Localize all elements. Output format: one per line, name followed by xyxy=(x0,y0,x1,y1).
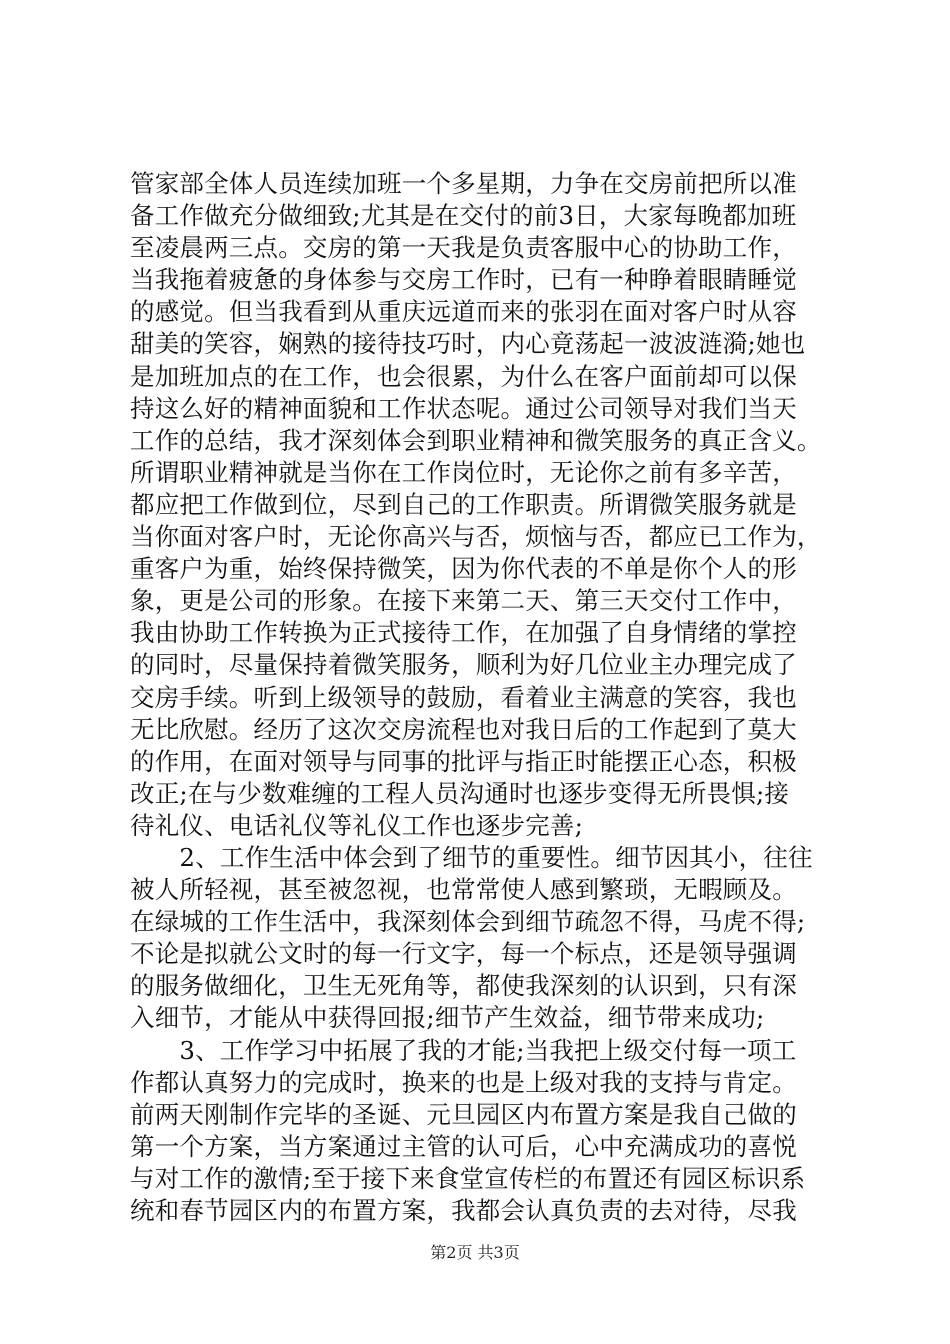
text-line: 的感觉。但当我看到从重庆远道而来的张羽在面对客户时从容 xyxy=(130,297,797,327)
text-line: 作都认真努力的完成时，换来的也是上级对我的支持与肯定。 xyxy=(130,1067,797,1097)
body-text xyxy=(130,168,830,1227)
text-line: 备工作做充分做细致;尤其是在交付的前3日，大家每晚都加班 xyxy=(130,201,797,231)
text-line: 不论是拟就公文时的每一行文字，每一个标点，还是领导强调 xyxy=(130,939,797,969)
text-line: 改正;在与少数难缠的工程人员沟通时也逐步变得无所畏惧;接 xyxy=(130,778,790,808)
text-line: 统和春节园区内的布置方案，我都会认真负责的去对待，尽我 xyxy=(130,1196,797,1225)
text-line: 待礼仪、电话礼仪等礼仪工作也逐步完善; xyxy=(130,810,584,840)
text-line: 当你面对客户时，无论你高兴与否，烦恼与否，都应已工作为， xyxy=(130,522,822,552)
text-line: 前两天刚制作完毕的圣诞、元旦园区内布置方案是我自己做的 xyxy=(130,1099,797,1129)
text-line: 入细节，才能从中获得回报;细节产生效益，细节带来成功; xyxy=(130,1003,765,1033)
text-line: 第一个方案，当方案通过主管的认可后，心中充满成功的喜悦 xyxy=(130,1131,797,1161)
text-line: 交房手续。听到上级领导的鼓励，看着业主满意的笑容，我也 xyxy=(130,682,797,712)
text-line: 所谓职业精神就是当你在工作岗位时，无论你之前有多辛苦， xyxy=(130,457,797,487)
text-line: 持这么好的精神面貌和工作状态呢。通过公司领导对我们当天 xyxy=(130,393,797,423)
text-line: 重客户为重，始终保持微笑，因为你代表的不单是你个人的形 xyxy=(130,554,797,584)
text-line: 的同时，尽量保持着微笑服务，顺利为好几位业主办理完成了 xyxy=(130,650,797,680)
text-line: 与对工作的激情;至于接下来食堂宣传栏的布置还有园区标识系 xyxy=(130,1163,806,1193)
text-line: 2、工作生活中体会到了细节的重要性。细节因其小，往往 xyxy=(130,842,813,872)
text-line: 管家部全体人员连续加班一个多星期，力争在交房前把所以准 xyxy=(130,169,797,198)
text-line: 的作用，在面对领导与同事的批评与指正时能摆正心态，积极 xyxy=(130,746,797,776)
text-line: 3、工作学习中拓展了我的才能;当我把上级交付每一项工 xyxy=(130,1035,797,1065)
text-line: 工作的总结，我才深刻体会到职业精神和微笑服务的真正含义。 xyxy=(130,425,822,455)
text-line: 象，更是公司的形象。在接下来第二天、第三天交付工作中， xyxy=(130,586,797,616)
text-line: 无比欣慰。经历了这次交房流程也对我日后的工作起到了莫大 xyxy=(130,714,797,744)
text-line: 被人所轻视，甚至被忽视，也常常使人感到繁琐，无暇顾及。 xyxy=(130,875,797,905)
text-line: 甜美的笑容，娴熟的接待技巧时，内心竟荡起一波波涟漪;她也 xyxy=(130,329,806,359)
text-line: 当我拖着疲惫的身体参与交房工作时，已有一种睁着眼睛睡觉 xyxy=(130,265,797,295)
text-line: 我由协助工作转换为正式接待工作，在加强了自身情绪的掌控 xyxy=(130,618,797,648)
text-line: 在绿城的工作生活中，我深刻体会到细节疏忽不得，马虎不得; xyxy=(130,907,806,937)
text-line: 的服务做细化，卫生无死角等，都使我深刻的认识到，只有深 xyxy=(130,971,797,1001)
text-line: 都应把工作做到位，尽到自己的工作职责。所谓微笑服务就是 xyxy=(130,489,797,519)
page-footer: 第2页 共3页 xyxy=(430,1243,520,1262)
text-line: 是加班加点的在工作，也会很累，为什么在客户面前却可以保 xyxy=(130,361,797,391)
text-line: 至凌晨两三点。交房的第一天我是负责客服中心的协助工作， xyxy=(130,233,797,263)
